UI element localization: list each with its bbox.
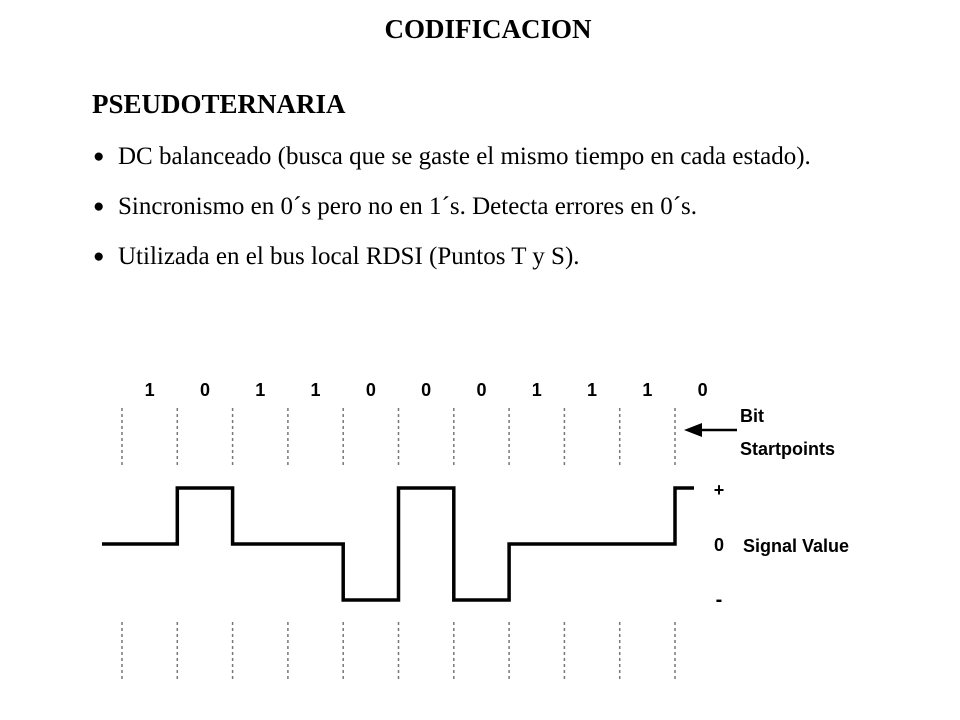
bit-value-label: 1 <box>531 380 542 400</box>
startpoints-label: Startpoints <box>740 439 836 459</box>
bit-value-label: 1 <box>255 380 266 400</box>
page-title: CODIFICACION <box>384 14 592 44</box>
bullet-icon: ● <box>93 246 105 267</box>
level-minus-label: - <box>715 589 723 611</box>
bit-value-label: 0 <box>697 380 708 400</box>
bit-value-label: 1 <box>587 380 598 400</box>
bullet-text: Sincronismo en 0´s pero no en 1´s. Detecta errores en 0´s. <box>118 193 697 220</box>
bit-value-label: 0 <box>476 380 487 400</box>
bullet-text: DC balanceado (busca que se gaste el mismo tiempo en cada estado). <box>118 143 811 170</box>
bit-value-label: 0 <box>365 380 376 400</box>
bit-startpoints-arrow <box>684 423 737 437</box>
level-plus-label: + <box>713 480 725 500</box>
section-heading: PSEUDOTERNARIA <box>92 89 346 119</box>
bullet-icon: ● <box>93 146 105 167</box>
level-zero-label: 0 <box>713 535 725 555</box>
bit-value-label: 0 <box>199 380 210 400</box>
bit-value-label: 1 <box>642 380 653 400</box>
bit-value-label: 0 <box>421 380 432 400</box>
bit-labels <box>145 380 708 400</box>
signal-value-label: Signal Value <box>743 536 850 556</box>
bit-label: Bit <box>740 406 764 426</box>
bit-value-label: 1 <box>310 380 321 400</box>
bullet-text: Utilizada en el bus local RDSI (Puntos T y S). <box>118 243 580 270</box>
bullet-icon: ● <box>93 196 105 217</box>
bit-value-label: 1 <box>144 380 155 400</box>
signal-waveform <box>102 488 694 600</box>
